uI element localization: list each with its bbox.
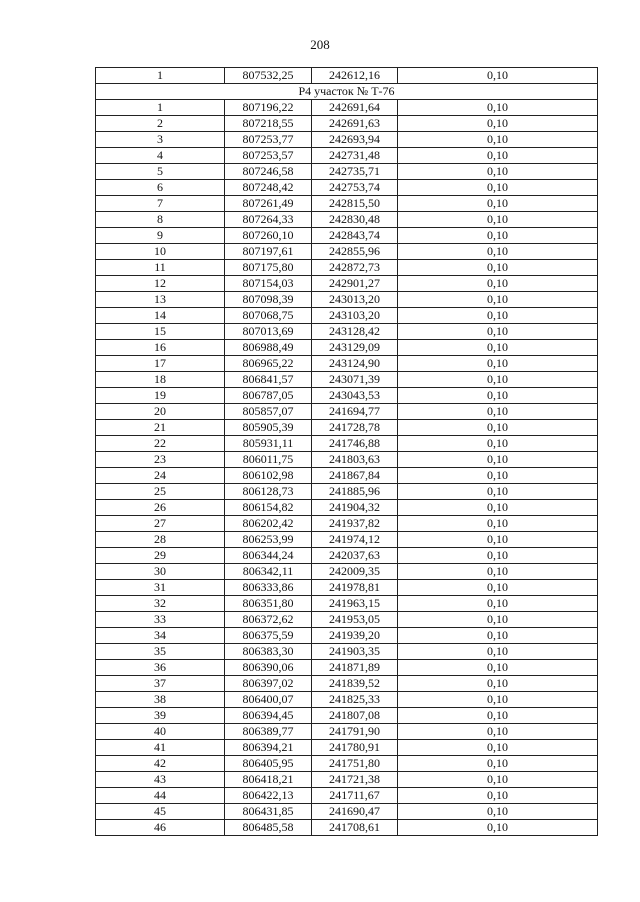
- table-row: [96, 564, 598, 580]
- x-coordinate: 806333,86: [225, 580, 312, 596]
- accuracy-value: 0,10: [398, 260, 598, 276]
- point-number: 23: [96, 452, 225, 468]
- x-coordinate: 807196,22: [225, 100, 312, 116]
- accuracy-value: 0,10: [398, 180, 598, 196]
- y-coordinate: 241978,81: [312, 580, 398, 596]
- table-row: [96, 676, 598, 692]
- y-coordinate: 242612,16: [312, 68, 398, 84]
- y-coordinate: 242731,48: [312, 148, 398, 164]
- table-row: [96, 724, 598, 740]
- y-coordinate: 243013,20: [312, 292, 398, 308]
- point-number: 6: [96, 180, 225, 196]
- accuracy-value: 0,10: [398, 804, 598, 820]
- accuracy-value: 0,10: [398, 772, 598, 788]
- accuracy-value: 0,10: [398, 740, 598, 756]
- point-number: 39: [96, 708, 225, 724]
- coordinates-table: [95, 67, 598, 836]
- accuracy-value: 0,10: [398, 788, 598, 804]
- table-row: [96, 276, 598, 292]
- point-number: 15: [96, 324, 225, 340]
- x-coordinate: 807253,77: [225, 132, 312, 148]
- accuracy-value: 0,10: [398, 164, 598, 180]
- x-coordinate: 806965,22: [225, 356, 312, 372]
- accuracy-value: 0,10: [398, 596, 598, 612]
- table-row: [96, 692, 598, 708]
- table-row: [96, 324, 598, 340]
- table-row: [96, 164, 598, 180]
- accuracy-value: 0,10: [398, 660, 598, 676]
- point-number: 1: [96, 68, 225, 84]
- y-coordinate: 241867,84: [312, 468, 398, 484]
- point-number: 17: [96, 356, 225, 372]
- table-row: [96, 244, 598, 260]
- x-coordinate: 806372,62: [225, 612, 312, 628]
- x-coordinate: 806128,73: [225, 484, 312, 500]
- point-number: 42: [96, 756, 225, 772]
- point-number: 29: [96, 548, 225, 564]
- x-coordinate: 806418,21: [225, 772, 312, 788]
- y-coordinate: 241939,20: [312, 628, 398, 644]
- x-coordinate: 806390,06: [225, 660, 312, 676]
- point-number: 37: [96, 676, 225, 692]
- x-coordinate: 807253,57: [225, 148, 312, 164]
- x-coordinate: 806397,02: [225, 676, 312, 692]
- table-row: [96, 212, 598, 228]
- y-coordinate: 242843,74: [312, 228, 398, 244]
- point-number: 20: [96, 404, 225, 420]
- table-row: [96, 404, 598, 420]
- accuracy-value: 0,10: [398, 116, 598, 132]
- x-coordinate: 807013,69: [225, 324, 312, 340]
- y-coordinate: 241694,77: [312, 404, 398, 420]
- point-number: 44: [96, 788, 225, 804]
- accuracy-value: 0,10: [398, 356, 598, 372]
- point-number: 19: [96, 388, 225, 404]
- y-coordinate: 242691,64: [312, 100, 398, 116]
- table-row: [96, 468, 598, 484]
- y-coordinate: 241825,33: [312, 692, 398, 708]
- table-row: [96, 180, 598, 196]
- y-coordinate: 241974,12: [312, 532, 398, 548]
- point-number: 24: [96, 468, 225, 484]
- y-coordinate: 241807,08: [312, 708, 398, 724]
- y-coordinate: 242009,35: [312, 564, 398, 580]
- point-number: 5: [96, 164, 225, 180]
- accuracy-value: 0,10: [398, 756, 598, 772]
- section-title: Р4 участок № Т-76: [96, 84, 598, 100]
- table-row: [96, 260, 598, 276]
- accuracy-value: 0,10: [398, 324, 598, 340]
- point-number: 45: [96, 804, 225, 820]
- y-coordinate: 241728,78: [312, 420, 398, 436]
- table-row: [96, 356, 598, 372]
- y-coordinate: 243124,90: [312, 356, 398, 372]
- x-coordinate: 806431,85: [225, 804, 312, 820]
- x-coordinate: 807532,25: [225, 68, 312, 84]
- accuracy-value: 0,10: [398, 532, 598, 548]
- point-number: 18: [96, 372, 225, 388]
- table-row: [96, 372, 598, 388]
- x-coordinate: 806344,24: [225, 548, 312, 564]
- point-number: 25: [96, 484, 225, 500]
- x-coordinate: 806342,11: [225, 564, 312, 580]
- table-row: [96, 788, 598, 804]
- accuracy-value: 0,10: [398, 132, 598, 148]
- y-coordinate: 242830,48: [312, 212, 398, 228]
- accuracy-value: 0,10: [398, 308, 598, 324]
- point-number: 32: [96, 596, 225, 612]
- x-coordinate: 806988,49: [225, 340, 312, 356]
- x-coordinate: 807246,58: [225, 164, 312, 180]
- y-coordinate: 241871,89: [312, 660, 398, 676]
- x-coordinate: 806351,80: [225, 596, 312, 612]
- accuracy-value: 0,10: [398, 564, 598, 580]
- x-coordinate: 806400,07: [225, 692, 312, 708]
- accuracy-value: 0,10: [398, 692, 598, 708]
- y-coordinate: 241885,96: [312, 484, 398, 500]
- x-coordinate: 806422,13: [225, 788, 312, 804]
- table-row: [96, 644, 598, 660]
- point-number: 26: [96, 500, 225, 516]
- accuracy-value: 0,10: [398, 276, 598, 292]
- y-coordinate: 243043,53: [312, 388, 398, 404]
- point-number: 27: [96, 516, 225, 532]
- x-coordinate: 806383,30: [225, 644, 312, 660]
- table-row: [96, 804, 598, 820]
- x-coordinate: 807260,10: [225, 228, 312, 244]
- y-coordinate: 243103,20: [312, 308, 398, 324]
- accuracy-value: 0,10: [398, 372, 598, 388]
- table-row: [96, 628, 598, 644]
- table-row: [96, 756, 598, 772]
- y-coordinate: 241791,90: [312, 724, 398, 740]
- y-coordinate: 241746,88: [312, 436, 398, 452]
- x-coordinate: 807154,03: [225, 276, 312, 292]
- y-coordinate: 241708,61: [312, 820, 398, 836]
- point-number: 31: [96, 580, 225, 596]
- x-coordinate: 806389,77: [225, 724, 312, 740]
- table-row: [96, 436, 598, 452]
- table-row: [96, 148, 598, 164]
- x-coordinate: 807218,55: [225, 116, 312, 132]
- x-coordinate: 806485,58: [225, 820, 312, 836]
- point-number: 4: [96, 148, 225, 164]
- table-row: [96, 68, 598, 84]
- accuracy-value: 0,10: [398, 724, 598, 740]
- point-number: 10: [96, 244, 225, 260]
- y-coordinate: 242753,74: [312, 180, 398, 196]
- table-row: [96, 516, 598, 532]
- point-number: 16: [96, 340, 225, 356]
- accuracy-value: 0,10: [398, 548, 598, 564]
- y-coordinate: 241937,82: [312, 516, 398, 532]
- accuracy-value: 0,10: [398, 516, 598, 532]
- page-number: 208: [310, 37, 330, 52]
- x-coordinate: 806405,95: [225, 756, 312, 772]
- point-number: 1: [96, 100, 225, 116]
- coordinates-table-body: [96, 68, 598, 836]
- table-row: [96, 580, 598, 596]
- x-coordinate: 806375,59: [225, 628, 312, 644]
- x-coordinate: 806394,45: [225, 708, 312, 724]
- table-row: [96, 452, 598, 468]
- x-coordinate: 806154,82: [225, 500, 312, 516]
- table-row: [96, 500, 598, 516]
- point-number: 46: [96, 820, 225, 836]
- point-number: 33: [96, 612, 225, 628]
- table-row: [96, 740, 598, 756]
- y-coordinate: 241751,80: [312, 756, 398, 772]
- point-number: 3: [96, 132, 225, 148]
- point-number: 12: [96, 276, 225, 292]
- y-coordinate: 242735,71: [312, 164, 398, 180]
- table-row: [96, 292, 598, 308]
- table-row: [96, 340, 598, 356]
- x-coordinate: 806011,75: [225, 452, 312, 468]
- table-row: [96, 548, 598, 564]
- point-number: 36: [96, 660, 225, 676]
- table-row: [96, 196, 598, 212]
- accuracy-value: 0,10: [398, 628, 598, 644]
- y-coordinate: 241721,38: [312, 772, 398, 788]
- accuracy-value: 0,10: [398, 292, 598, 308]
- table-row: [96, 420, 598, 436]
- table-row: [96, 532, 598, 548]
- y-coordinate: 242855,96: [312, 244, 398, 260]
- accuracy-value: 0,10: [398, 580, 598, 596]
- accuracy-value: 0,10: [398, 612, 598, 628]
- x-coordinate: 805905,39: [225, 420, 312, 436]
- x-coordinate: 806394,21: [225, 740, 312, 756]
- point-number: 43: [96, 772, 225, 788]
- accuracy-value: 0,10: [398, 676, 598, 692]
- x-coordinate: 807248,42: [225, 180, 312, 196]
- point-number: 22: [96, 436, 225, 452]
- accuracy-value: 0,10: [398, 644, 598, 660]
- x-coordinate: 807264,33: [225, 212, 312, 228]
- table-row: [96, 116, 598, 132]
- table-row: [96, 228, 598, 244]
- x-coordinate: 807175,80: [225, 260, 312, 276]
- y-coordinate: 241953,05: [312, 612, 398, 628]
- x-coordinate: 805857,07: [225, 404, 312, 420]
- table-row: [96, 820, 598, 836]
- point-number: 2: [96, 116, 225, 132]
- x-coordinate: 807261,49: [225, 196, 312, 212]
- point-number: 7: [96, 196, 225, 212]
- x-coordinate: 805931,11: [225, 436, 312, 452]
- y-coordinate: 241690,47: [312, 804, 398, 820]
- point-number: 34: [96, 628, 225, 644]
- y-coordinate: 242872,73: [312, 260, 398, 276]
- y-coordinate: 241711,67: [312, 788, 398, 804]
- point-number: 41: [96, 740, 225, 756]
- accuracy-value: 0,10: [398, 452, 598, 468]
- accuracy-value: 0,10: [398, 196, 598, 212]
- x-coordinate: 807068,75: [225, 308, 312, 324]
- accuracy-value: 0,10: [398, 484, 598, 500]
- table-row: [96, 708, 598, 724]
- y-coordinate: 242901,27: [312, 276, 398, 292]
- point-number: 40: [96, 724, 225, 740]
- point-number: 28: [96, 532, 225, 548]
- point-number: 13: [96, 292, 225, 308]
- point-number: 9: [96, 228, 225, 244]
- point-number: 8: [96, 212, 225, 228]
- y-coordinate: 242693,94: [312, 132, 398, 148]
- y-coordinate: 243071,39: [312, 372, 398, 388]
- x-coordinate: 807098,39: [225, 292, 312, 308]
- y-coordinate: 243129,09: [312, 340, 398, 356]
- accuracy-value: 0,10: [398, 148, 598, 164]
- y-coordinate: 241803,63: [312, 452, 398, 468]
- accuracy-value: 0,10: [398, 404, 598, 420]
- x-coordinate: 806253,99: [225, 532, 312, 548]
- table-row: [96, 308, 598, 324]
- x-coordinate: 806202,42: [225, 516, 312, 532]
- point-number: 35: [96, 644, 225, 660]
- accuracy-value: 0,10: [398, 820, 598, 836]
- point-number: 11: [96, 260, 225, 276]
- accuracy-value: 0,10: [398, 212, 598, 228]
- accuracy-value: 0,10: [398, 388, 598, 404]
- y-coordinate: 241780,91: [312, 740, 398, 756]
- accuracy-value: 0,10: [398, 468, 598, 484]
- y-coordinate: 242037,63: [312, 548, 398, 564]
- table-row: [96, 660, 598, 676]
- table-row: [96, 484, 598, 500]
- accuracy-value: 0,10: [398, 340, 598, 356]
- y-coordinate: 243128,42: [312, 324, 398, 340]
- accuracy-value: 0,10: [398, 244, 598, 260]
- y-coordinate: 241839,52: [312, 676, 398, 692]
- table-row: [96, 388, 598, 404]
- table-row: [96, 596, 598, 612]
- accuracy-value: 0,10: [398, 68, 598, 84]
- x-coordinate: 806841,57: [225, 372, 312, 388]
- y-coordinate: 241963,15: [312, 596, 398, 612]
- accuracy-value: 0,10: [398, 708, 598, 724]
- y-coordinate: 242691,63: [312, 116, 398, 132]
- y-coordinate: 242815,50: [312, 196, 398, 212]
- table-row: [96, 612, 598, 628]
- section-header-row: [96, 84, 598, 100]
- table-row: [96, 100, 598, 116]
- point-number: 30: [96, 564, 225, 580]
- accuracy-value: 0,10: [398, 420, 598, 436]
- accuracy-value: 0,10: [398, 228, 598, 244]
- point-number: 14: [96, 308, 225, 324]
- point-number: 21: [96, 420, 225, 436]
- point-number: 38: [96, 692, 225, 708]
- table-row: [96, 772, 598, 788]
- table-row: [96, 132, 598, 148]
- x-coordinate: 807197,61: [225, 244, 312, 260]
- accuracy-value: 0,10: [398, 500, 598, 516]
- accuracy-value: 0,10: [398, 436, 598, 452]
- y-coordinate: 241903,35: [312, 644, 398, 660]
- x-coordinate: 806787,05: [225, 388, 312, 404]
- x-coordinate: 806102,98: [225, 468, 312, 484]
- accuracy-value: 0,10: [398, 100, 598, 116]
- y-coordinate: 241904,32: [312, 500, 398, 516]
